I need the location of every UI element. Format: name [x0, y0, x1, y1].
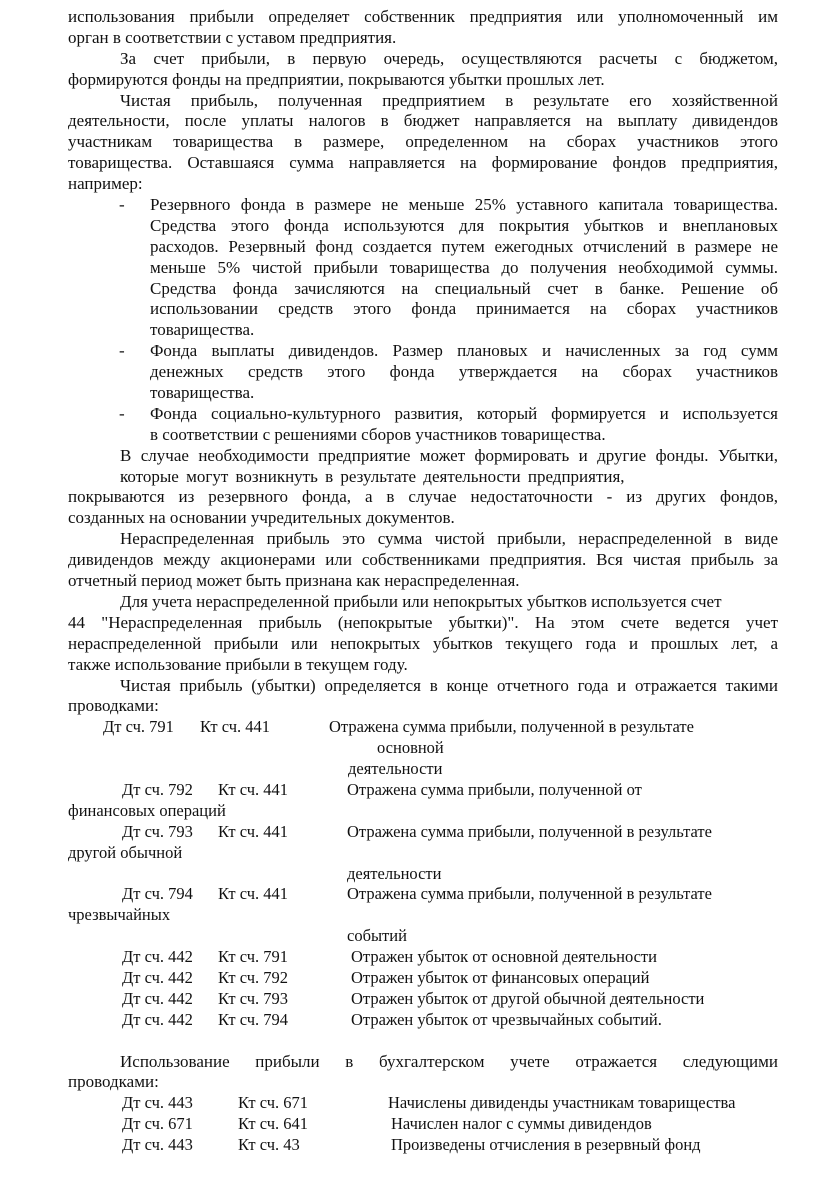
entry-row	[68, 1114, 778, 1135]
paragraph	[68, 446, 778, 530]
text-line: Фонда социально-культурного развития, который формируется и используется	[150, 403, 778, 423]
entry-description: основной	[377, 738, 444, 758]
entry-description: Отражен убыток от финансовых операций	[351, 967, 650, 987]
text-line: Использование прибыли в бухгалтерском учете отражается следующими	[120, 1051, 778, 1071]
text-line: орган в соответствии с уставом предприятия.	[68, 27, 397, 47]
text-line: товарищества.	[150, 383, 255, 403]
entry-description: Отражена сумма прибыли, полученной в результате	[329, 717, 694, 737]
entry-description: Отражен убыток от основной деятельности	[351, 947, 657, 967]
text-line: использования прибыли определяет собственник предприятия или уполномоченный им	[68, 7, 778, 26]
entry-row	[68, 968, 778, 989]
paragraph	[68, 676, 778, 718]
entry-description: другой обычной	[68, 842, 183, 862]
list-item	[68, 341, 778, 404]
credit-account: Кт сч. 791	[218, 947, 289, 967]
text-line: В случае необходимости предприятие может формировать и другие фонды. Убытки,	[120, 445, 778, 465]
text-line: деятельности, после уплаты налогов в бюджет направляется на выплату дивидендов	[68, 111, 778, 131]
debit-account: Дт сч. 442	[122, 947, 193, 967]
entry-description: Начислен налог с суммы дивидендов	[391, 1114, 652, 1134]
entry-row	[68, 717, 778, 738]
credit-account: Кт сч. 671	[238, 1093, 309, 1113]
paragraph	[68, 529, 778, 592]
list-item	[68, 404, 778, 446]
debit-account: Дт сч. 443	[122, 1093, 193, 1113]
text-line: Для учета нераспределенной прибыли или непокрытых убытков используется счет	[120, 591, 722, 611]
debit-account: Дт сч. 442	[122, 1009, 193, 1029]
entry-description: Отражена сумма прибыли, полученной в результате	[347, 884, 712, 904]
paragraph	[68, 49, 778, 91]
text-line: меньше 5% чистой прибыли товарищества до получения необходимой суммы.	[150, 257, 778, 277]
entry-description: чрезвычайных	[68, 905, 171, 925]
entry-row	[68, 780, 778, 801]
text-line: Средства этого фонда используются для покрытия убытков и внеплановых	[150, 215, 778, 235]
text-line: использовании средств этого фонда принимается на сборах участников	[150, 299, 778, 319]
text-line: Фонда выплаты дивидендов. Размер плановых и начисленных за год сумм	[150, 341, 778, 361]
entry-description: Отражен убыток от другой обычной деятельности	[351, 988, 705, 1008]
text-line: покрываются из резервного фонда, а в случае недостаточности - из других фондов,	[68, 487, 778, 507]
credit-account: Кт сч. 441	[218, 884, 289, 904]
credit-account: Кт сч. 441	[200, 717, 271, 737]
debit-account: Дт сч. 794	[122, 884, 193, 904]
bullet-dash: -	[119, 195, 125, 215]
entry-row	[68, 884, 778, 905]
text-line: участникам товарищества в размере, определенном на сборах участников этого	[68, 132, 778, 152]
text-line: созданных на основании учредительных документов.	[68, 508, 455, 528]
credit-account: Кт сч. 794	[218, 1009, 289, 1029]
entry-description: Произведены отчисления в резервный фонд	[391, 1135, 701, 1155]
debit-account: Дт сч. 791	[103, 717, 174, 737]
entries-table-profit	[68, 717, 778, 1030]
text-line: товарищества.	[150, 320, 255, 340]
text-line: товарищества. Оставшаяся сумма направляется на формирование фондов предприятия,	[68, 153, 778, 173]
entry-row	[68, 1010, 778, 1031]
text-line: формируются фонды на предприятии, покрываются убытки прошлых лет.	[68, 69, 605, 89]
text-line: в соответствии с решениями сборов участников товарищества.	[150, 424, 606, 444]
text-line: Средства фонда зачисляются на специальный счет в банке. Решение об	[150, 278, 778, 298]
text-line: Чистая прибыль (убытки) определяется в конце отчетного года и отражается такими	[120, 675, 778, 695]
text-line: также использование прибыли в текущем году.	[68, 654, 408, 674]
list-item	[68, 195, 778, 341]
text-line: например:	[68, 174, 143, 194]
debit-account: Дт сч. 671	[122, 1114, 193, 1134]
debit-account: Дт сч. 443	[122, 1135, 193, 1155]
entry-description: Начислены дивиденды участникам товарищества	[388, 1093, 736, 1113]
entry-description: Отражена сумма прибыли, полученной от	[347, 779, 642, 799]
credit-account: Кт сч. 793	[218, 988, 289, 1008]
text-line: дивидендов между акционерами или собственниками предприятия. Вся чистая прибыль за	[68, 550, 778, 570]
entry-row	[68, 989, 778, 1010]
credit-account: Кт сч. 792	[218, 967, 289, 987]
credit-account: Кт сч. 441	[218, 779, 289, 799]
debit-account: Дт сч. 792	[122, 779, 193, 799]
debit-account: Дт сч. 442	[122, 967, 193, 987]
text-line: которые могут возникнуть в результате деятельности предприятия,	[120, 466, 625, 486]
text-line: проводками:	[68, 1072, 159, 1092]
text-line: 44 "Нераспределенная прибыль (непокрытые убытки)". На этом счете ведется учет	[68, 612, 778, 632]
text-line: проводками:	[68, 696, 159, 716]
entries-table-usage	[68, 1093, 778, 1156]
entry-description: финансовых операций	[68, 800, 226, 820]
text-line: нераспределенной прибыли или непокрытых убытков текущего года и прошлых лет, а	[68, 633, 778, 653]
credit-account: Кт сч. 441	[218, 821, 289, 841]
entry-description: Отражена сумма прибыли, полученной в результате	[347, 821, 712, 841]
text-line: расходов. Резервный фонд создается путем ежегодных отчислений в размере не	[150, 236, 778, 256]
debit-account: Дт сч. 442	[122, 988, 193, 1008]
text-line: Чистая прибыль, полученная предприятием в результате его хозяйственной	[120, 90, 778, 110]
entry-row	[68, 822, 778, 843]
entry-description: событий	[347, 926, 407, 946]
document-page	[68, 7, 778, 1156]
entry-description: деятельности	[347, 863, 442, 883]
paragraph	[68, 7, 778, 49]
text-line: Резервного фонда в размере не меньше 25% уставного капитала товарищества.	[150, 195, 778, 215]
entry-row	[68, 947, 778, 968]
bullet-dash: -	[119, 341, 125, 361]
text-line: За счет прибыли, в первую очередь, осуществляются расчеты с бюджетом,	[120, 48, 778, 68]
paragraph	[68, 91, 778, 195]
credit-account: Кт сч. 43	[238, 1135, 300, 1155]
debit-account: Дт сч. 793	[122, 821, 193, 841]
paragraph	[68, 1052, 778, 1094]
bullet-dash: -	[119, 403, 125, 423]
credit-account: Кт сч. 641	[238, 1114, 309, 1134]
blank-line	[68, 1031, 778, 1052]
entry-description: деятельности	[348, 759, 443, 779]
entry-row	[68, 1135, 778, 1156]
text-line: отчетный период может быть признана как нераспределенная.	[68, 571, 520, 591]
entry-row	[68, 1093, 778, 1114]
entry-description: Отражен убыток от чрезвычайных событий.	[351, 1009, 662, 1029]
paragraph	[68, 592, 778, 676]
text-line: Нераспределенная прибыль это сумма чистой прибыли, нераспределенной в виде	[120, 529, 778, 549]
text-line: денежных средств этого фонда утверждается на сборах участников	[150, 362, 778, 382]
